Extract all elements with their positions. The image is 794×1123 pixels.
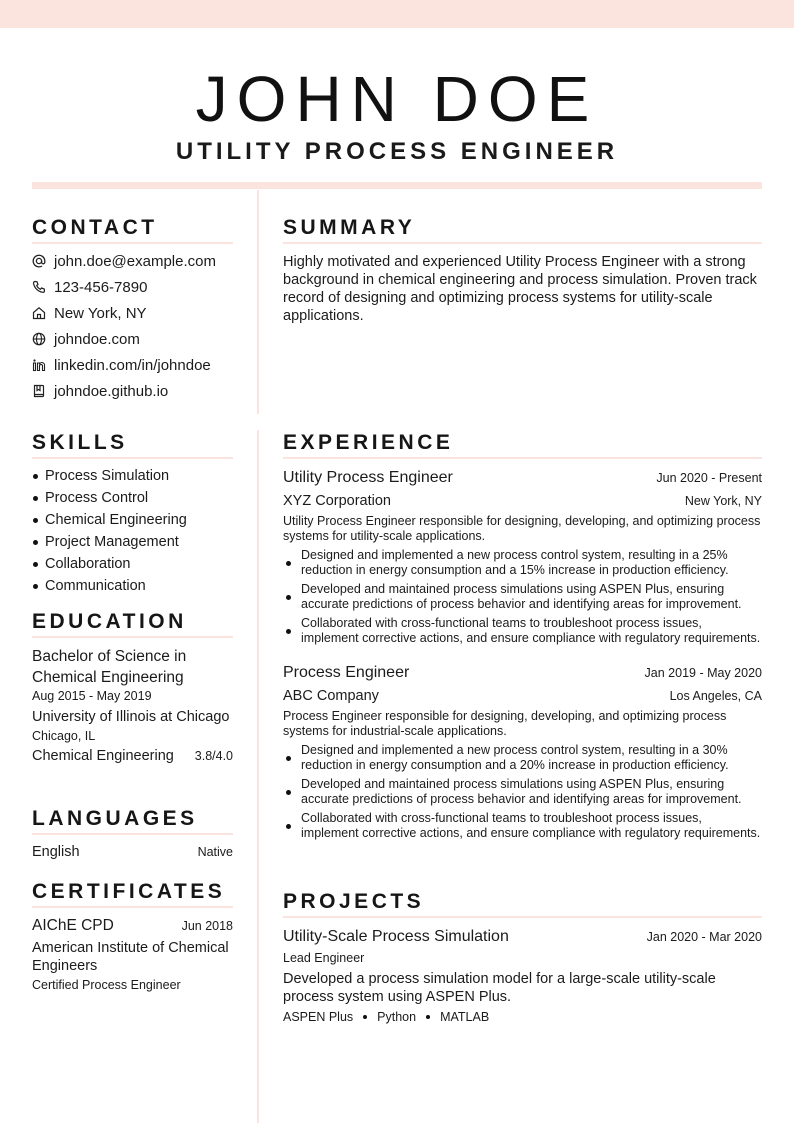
job-company: XYZ Corporation — [283, 493, 391, 509]
skills-list — [32, 467, 233, 599]
contact-email[interactable] — [32, 248, 233, 274]
project-title: Utility-Scale Process Simulation — [283, 928, 509, 945]
summary-heading: SUMMARY — [283, 215, 762, 244]
education-gpa: 3.8/4.0 — [194, 749, 233, 763]
skill-item — [32, 489, 233, 511]
skill-item — [32, 511, 233, 533]
skill-label: Process Control — [45, 490, 149, 506]
education-section — [32, 609, 233, 764]
github-icon — [32, 384, 46, 398]
languages-heading: LANGUAGES — [32, 806, 233, 835]
project-tools — [283, 1010, 762, 1024]
at-icon — [32, 254, 46, 268]
separator-dot-icon — [363, 1015, 367, 1019]
contact-phone[interactable] — [32, 274, 233, 300]
job-bullet-text: Developed and maintained process simulations using ASPEN Plus, ensuring accurate predictions of process behavior and identifying areas for improvement. — [301, 777, 742, 806]
bullet-icon — [286, 824, 291, 829]
skill-label: Collaboration — [45, 556, 131, 572]
contact-linkedin[interactable] — [32, 352, 233, 378]
column-divider-top — [257, 190, 259, 414]
job-bullet — [283, 743, 762, 773]
globe-icon — [32, 332, 46, 346]
contact-linkedin-text: linkedin.com/in/johndoe — [54, 356, 211, 374]
language-name: English — [32, 844, 80, 860]
summary-section — [283, 215, 762, 325]
skill-item — [32, 577, 233, 599]
certificates-heading: CERTIFICATES — [32, 879, 233, 908]
skills-heading: SKILLS — [32, 430, 233, 459]
job-location: New York, NY — [684, 494, 762, 508]
contact-website-text: johndoe.com — [54, 330, 140, 348]
education-field: Chemical Engineering — [32, 748, 174, 764]
contact-github[interactable] — [32, 378, 233, 404]
projects-section — [283, 889, 762, 1024]
column-divider-bottom — [257, 430, 259, 1123]
job-bullet — [283, 811, 762, 841]
job-title: Utility Process Engineer — [283, 469, 453, 486]
experience-heading: EXPERIENCE — [283, 430, 762, 459]
bullet-icon — [286, 756, 291, 761]
projects-heading: PROJECTS — [283, 889, 762, 918]
summary-text: Highly motivated and experienced Utility Process Engineer with a strong background in chemical engineering and process simulation. Proven track record of designing and optimizing process systems for utility-scale applications. — [283, 254, 757, 324]
job-dates: Jun 2020 - Present — [656, 471, 762, 485]
contact-heading: CONTACT — [32, 215, 233, 244]
job-bullet — [283, 582, 762, 612]
skill-label: Project Management — [45, 534, 179, 550]
bullet-icon — [286, 790, 291, 795]
project-header — [283, 926, 762, 948]
bullet-icon — [286, 629, 291, 634]
skill-item — [32, 555, 233, 577]
job-bullet — [283, 548, 762, 578]
education-degree: Bachelor of Science in Chemical Engineering — [32, 648, 187, 686]
job-bullet — [283, 616, 762, 646]
job-title: Process Engineer — [283, 664, 410, 681]
bullet-icon — [33, 540, 38, 545]
education-field-row — [32, 748, 233, 764]
bullet-icon — [33, 474, 38, 479]
job-subheader — [283, 686, 762, 706]
job-header — [283, 467, 762, 489]
certificate-date: Jun 2018 — [181, 919, 233, 933]
project-description: Developed a process simulation model for a large-scale utility-scale process system using ASPEN Plus. — [283, 971, 716, 1005]
job-bullet-text: Designed and implemented a new process control system, resulting in a 30% reduction in energy consumption and a 20% increase in production efficiency. — [301, 743, 729, 772]
job-location: Los Angeles, CA — [669, 689, 762, 703]
contact-location — [32, 300, 233, 326]
skill-item — [32, 533, 233, 555]
job-entry — [283, 467, 762, 646]
skill-label: Chemical Engineering — [45, 512, 187, 528]
bullet-icon — [286, 595, 291, 600]
job-description: Utility Process Engineer responsible for designing, developing, and optimizing process systems for utility-scale applications. — [283, 514, 761, 543]
job-header — [283, 662, 762, 684]
language-level: Native — [197, 845, 233, 859]
bullet-icon — [286, 561, 291, 566]
job-dates: Jan 2019 - May 2020 — [644, 666, 762, 680]
project-role: Lead Engineer — [283, 951, 365, 965]
project-dates: Jan 2020 - Mar 2020 — [646, 930, 762, 944]
contact-location-text: New York, NY — [54, 304, 147, 322]
home-icon — [32, 306, 46, 320]
job-subheader — [283, 491, 762, 511]
certificate-name: AIChE CPD — [32, 917, 114, 934]
skills-section — [32, 430, 233, 599]
contact-phone-text: 123-456-7890 — [54, 278, 148, 296]
job-bullet-text: Collaborated with cross-functional teams to troubleshoot process issues, implement corrective actions, and ensure compliance with regulatory requirements. — [301, 616, 761, 645]
linkedin-icon — [32, 358, 46, 372]
education-dates: Aug 2015 - May 2019 — [32, 689, 152, 703]
certificate-detail: Certified Process Engineer — [32, 978, 181, 992]
top-accent-band — [0, 0, 794, 28]
job-bullet — [283, 777, 762, 807]
job-entry — [283, 662, 762, 841]
skill-label: Communication — [45, 578, 146, 594]
education-heading: EDUCATION — [32, 609, 233, 638]
contact-section — [32, 215, 233, 404]
certificates-section — [32, 879, 233, 993]
languages-section — [32, 806, 233, 860]
contact-github-text: johndoe.github.io — [54, 382, 169, 400]
education-location: Chicago, IL — [32, 729, 96, 743]
job-company: ABC Company — [283, 688, 379, 704]
bullet-icon — [33, 496, 38, 501]
language-row — [32, 844, 233, 860]
job-bullet-text: Designed and implemented a new process control system, resulting in a 25% reduction in energy consumption and a 15% increase in production efficiency. — [301, 548, 729, 577]
bullet-icon — [33, 518, 38, 523]
contact-email-text: john.doe@example.com — [54, 252, 216, 270]
project-tool: MATLAB — [440, 1010, 490, 1024]
skill-item — [32, 467, 233, 489]
bullet-icon — [33, 584, 38, 589]
phone-icon — [32, 280, 46, 294]
certificate-issuer: American Institute of Chemical Engineers — [32, 940, 229, 974]
certificate-row — [32, 917, 233, 935]
bullet-icon — [33, 562, 38, 567]
project-tool: Python — [377, 1010, 417, 1024]
experience-section — [283, 430, 762, 845]
job-bullet-text: Developed and maintained process simulations using ASPEN Plus, ensuring accurate predictions of process behavior and identifying areas for improvement. — [301, 582, 742, 611]
project-tool: ASPEN Plus — [283, 1010, 354, 1024]
skill-label: Process Simulation — [45, 468, 170, 484]
candidate-title: UTILITY PROCESS ENGINEER — [175, 138, 619, 165]
header-divider — [32, 182, 762, 189]
job-description: Process Engineer responsible for designing, developing, and optimizing process systems for industrial-scale applications. — [283, 709, 727, 738]
education-school: University of Illinois at Chicago — [32, 709, 230, 725]
contact-website[interactable] — [32, 326, 233, 352]
job-bullet-text: Collaborated with cross-functional teams to troubleshoot process issues, implement corrective actions, and ensure compliance with regulatory requirements. — [301, 811, 761, 840]
separator-dot-icon — [426, 1015, 430, 1019]
job-bullets — [283, 548, 762, 646]
candidate-name: JOHN DOE — [195, 63, 599, 135]
job-bullets — [283, 743, 762, 841]
